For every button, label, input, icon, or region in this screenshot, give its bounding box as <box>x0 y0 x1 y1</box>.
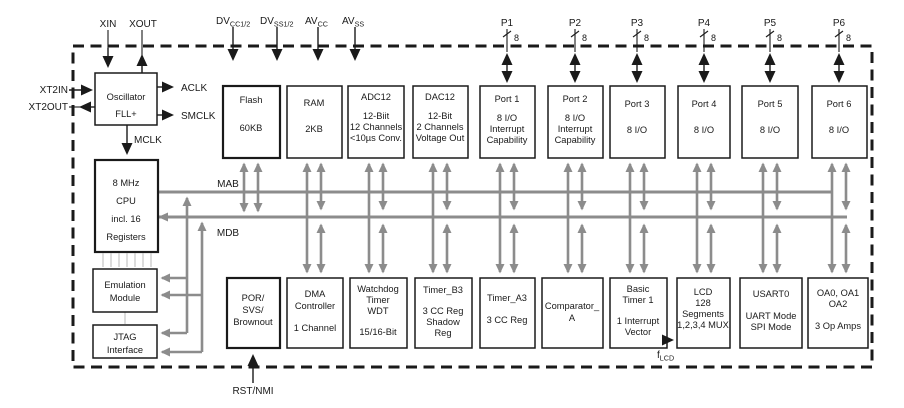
port5-box <box>742 86 798 158</box>
mdb-to-cpu-arrow <box>158 213 168 222</box>
svg-text:Timer_A3: Timer_A3 <box>487 293 527 303</box>
pin-label-rst-nmi: RST/NMI <box>232 386 274 397</box>
svg-text:UART Mode: UART Mode <box>745 311 797 321</box>
p2-pin-arrow <box>571 29 579 81</box>
svg-text:Basic: Basic <box>626 284 650 294</box>
pin-label-dvss: $DV_{SS1/2}$ <box>260 16 294 29</box>
svg-text:WDT: WDT <box>367 306 389 316</box>
svg-text:12 Channels: 12 Channels <box>349 122 403 132</box>
p3-bus-width: 8 <box>644 33 650 43</box>
ram-box <box>287 86 342 158</box>
svg-text:8 MHz: 8 MHz <box>112 178 140 188</box>
svg-text:POR/: POR/ <box>241 293 265 303</box>
svg-text:Capability: Capability <box>486 135 528 145</box>
svg-text:1 Interrupt: 1 Interrupt <box>616 316 660 326</box>
block-opamps <box>808 278 868 348</box>
block-port5 <box>742 86 798 158</box>
block-port4 <box>678 86 730 158</box>
pin-label-avcc: $AV_{CC}$ <box>305 16 328 29</box>
block-basictimer <box>610 278 667 348</box>
smclk-label: SMCLK <box>181 111 216 122</box>
svg-text:8 I/O: 8 I/O <box>496 113 518 123</box>
svg-text:128: 128 <box>695 298 711 308</box>
svg-text:A: A <box>568 313 576 323</box>
svg-text:60KB: 60KB <box>239 123 263 133</box>
block-por <box>227 278 280 348</box>
pin-label-xt2in: XT2IN <box>39 85 68 96</box>
svg-text:12-Biit: 12-Biit <box>362 111 390 121</box>
svg-text:12-Bit: 12-Bit <box>427 111 453 121</box>
p5-bus-width: 8 <box>777 33 783 43</box>
mclk-label: MCLK <box>134 135 162 146</box>
p6-bus-width: 8 <box>846 33 852 43</box>
svg-text:DMA: DMA <box>304 289 326 299</box>
aclk-label: ACLK <box>181 83 208 94</box>
mdb-label: MDB <box>216 228 240 239</box>
timera3-box <box>480 278 535 348</box>
port4-box <box>678 86 730 158</box>
p2-bus-width: 8 <box>582 33 588 43</box>
block-port6 <box>812 86 867 158</box>
svg-text:Capability: Capability <box>554 135 596 145</box>
block-oscillator <box>95 73 157 125</box>
svg-text:1 Channel: 1 Channel <box>293 323 337 333</box>
svg-text:3 CC Reg: 3 CC Reg <box>422 306 464 316</box>
block-emulation <box>93 269 157 312</box>
p5-pin-arrow <box>766 29 774 81</box>
svg-text:Voltage Out: Voltage Out <box>415 133 465 143</box>
svg-text:15/16-Bit: 15/16-Bit <box>359 327 397 337</box>
svg-text:8 I/O: 8 I/O <box>626 125 648 135</box>
pin-label-p2: P2 <box>568 18 582 29</box>
p3-pin-arrow <box>633 29 641 81</box>
p1-bus-width: 8 <box>514 33 520 43</box>
p6-pin-arrow <box>835 29 843 81</box>
rst-nmi-pin <box>232 356 273 397</box>
bus-arrows-flash <box>244 164 258 211</box>
svg-text:Timer: Timer <box>366 295 390 305</box>
svg-text:Interface: Interface <box>106 345 144 355</box>
port3-box <box>610 86 665 158</box>
pin-label-xt2out: XT2OUT <box>28 102 68 113</box>
svg-text:Module: Module <box>109 293 141 303</box>
svg-text:CPU: CPU <box>116 196 136 206</box>
block-jtag <box>93 325 157 358</box>
block-wdt <box>350 278 407 348</box>
svg-text:8 I/O: 8 I/O <box>828 125 850 135</box>
pin-label-p4: P4 <box>697 18 711 29</box>
svg-text:SVS/: SVS/ <box>242 305 264 315</box>
mab-label: MAB <box>217 179 239 190</box>
svg-text:Shadow: Shadow <box>426 317 460 327</box>
power-pins <box>216 16 364 59</box>
pin-label-p1: P1 <box>500 18 514 29</box>
pin-label-xin: XIN <box>99 19 117 30</box>
svg-text:Timer 1: Timer 1 <box>622 295 654 305</box>
emulation-box <box>93 269 157 312</box>
svg-text:LCD: LCD <box>693 287 713 297</box>
pin-label-avss: $AV_{SS}$ <box>342 16 365 29</box>
svg-text:USART0: USART0 <box>752 289 790 299</box>
svg-text:Segments: Segments <box>682 309 724 319</box>
pin-label-p3: P3 <box>630 18 644 29</box>
block-adc12 <box>348 86 404 158</box>
block-lcd <box>677 278 730 348</box>
block-comparator <box>542 278 603 348</box>
svg-text:Reg: Reg <box>434 328 452 338</box>
svg-text:Timer_B3: Timer_B3 <box>423 285 463 295</box>
data-bus-mdb <box>159 217 847 239</box>
svg-text:Emulation: Emulation <box>104 280 146 290</box>
port6-box <box>812 86 867 158</box>
pin-label-p6: P6 <box>832 18 846 29</box>
block-port1 <box>480 86 535 158</box>
svg-text:Flash: Flash <box>239 95 263 105</box>
svg-text:Port 3: Port 3 <box>624 99 650 109</box>
block-timerb3 <box>415 278 472 348</box>
svg-text:Controller: Controller <box>294 301 336 311</box>
svg-text:Interrupt: Interrupt <box>489 124 525 134</box>
svg-text:Port 4: Port 4 <box>691 99 717 109</box>
svg-text:Port 2: Port 2 <box>562 94 588 104</box>
svg-text:incl. 16: incl. 16 <box>111 214 141 224</box>
block-cpu <box>95 160 158 252</box>
svg-text:Brownout: Brownout <box>233 317 273 327</box>
svg-text:8 I/O: 8 I/O <box>693 125 715 135</box>
block-dac12 <box>413 86 468 158</box>
svg-text:3 Op Amps: 3 Op Amps <box>815 321 861 331</box>
p4-bus-width: 8 <box>711 33 717 43</box>
svg-text:FLL+: FLL+ <box>115 109 137 119</box>
svg-text:Oscillator: Oscillator <box>106 92 146 102</box>
block-port2 <box>548 86 603 158</box>
svg-text:OA2: OA2 <box>828 299 848 309</box>
svg-text:3 CC Reg: 3 CC Reg <box>486 315 528 325</box>
svg-text:Interrupt: Interrupt <box>557 124 593 134</box>
p1-pin-arrow <box>503 29 511 81</box>
svg-text:Registers: Registers <box>106 232 146 242</box>
svg-text:ADC12: ADC12 <box>361 92 391 102</box>
svg-text:8 I/O: 8 I/O <box>759 125 781 135</box>
port-pins <box>501 18 851 81</box>
block-usart0 <box>740 278 802 348</box>
svg-text:2KB: 2KB <box>305 124 323 134</box>
block-flash <box>223 86 280 158</box>
svg-text:RAM: RAM <box>303 98 325 108</box>
svg-text:Port 1: Port 1 <box>494 94 520 104</box>
svg-text:JTAG: JTAG <box>113 332 137 342</box>
svg-text:Vector: Vector <box>624 327 652 337</box>
flcd-label: $f_{LCD}$ <box>657 350 675 363</box>
svg-text:SPI Mode: SPI Mode <box>750 322 792 332</box>
svg-text:<10µs Conv.: <10µs Conv. <box>350 133 402 143</box>
block-dma <box>287 278 343 348</box>
svg-text:1,2,3,4 MUX: 1,2,3,4 MUX <box>677 320 729 330</box>
svg-text:Port 6: Port 6 <box>826 99 852 109</box>
svg-text:8 I/O: 8 I/O <box>564 113 586 123</box>
pin-label-dvcc: $DV_{CC1/2}$ <box>216 16 251 29</box>
svg-text:DAC12: DAC12 <box>425 92 455 102</box>
p4-pin-arrow <box>700 29 708 81</box>
pin-label-xout: XOUT <box>129 19 157 30</box>
svg-text:Port 5: Port 5 <box>757 99 783 109</box>
svg-text:2 Channels: 2 Channels <box>416 122 464 132</box>
svg-text:Comparator_: Comparator_ <box>544 301 600 311</box>
block-timera3 <box>480 278 535 348</box>
svg-text:Watchdog: Watchdog <box>357 284 399 294</box>
block-ram <box>287 86 342 158</box>
block-port3 <box>610 86 665 158</box>
pin-label-p5: P5 <box>763 18 777 29</box>
svg-text:OA0, OA1: OA0, OA1 <box>816 288 860 298</box>
